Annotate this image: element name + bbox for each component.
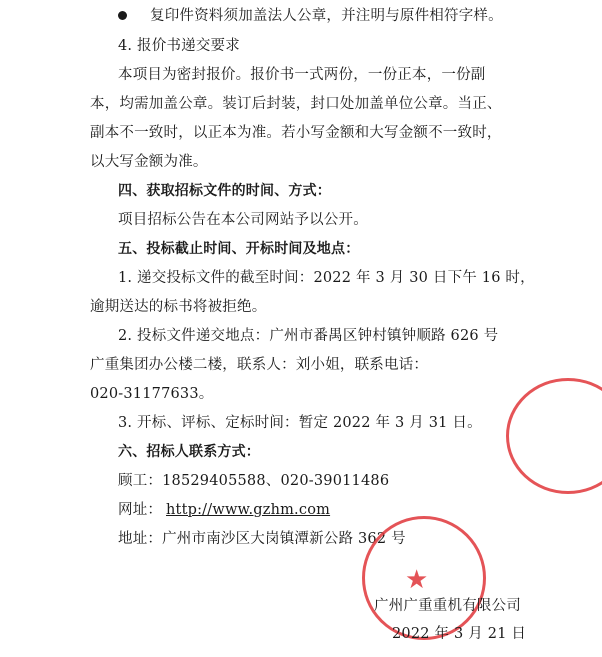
signature-date: 2022 年 3 月 21 日	[392, 626, 527, 642]
doc-line-11: 逾期送达的标书将被拒绝。	[90, 299, 267, 315]
section-heading-4: 四、获取招标文件的时间、方式：	[118, 183, 331, 199]
doc-line-1: 复印件资料须加盖法人公章，并注明与原件相符字样。	[150, 8, 503, 24]
doc-line-15: 3. 开标、评标、定标时间：暂定 2022 年 3 月 31 日。	[118, 415, 482, 431]
doc-line-2: 4. 报价书递交要求	[118, 38, 240, 54]
doc-line-5: 副本不一致时，以正本为准。若小写金额和大写金额不一致时，	[90, 125, 502, 141]
doc-line-14: 020-31177633。	[90, 386, 214, 402]
doc-line-6: 以大写金额为准。	[90, 154, 208, 170]
seal-star-icon: ★	[405, 565, 429, 595]
address-line: 地址：广州市南沙区大岗镇潭新公路 362 号	[118, 531, 406, 547]
doc-line-4: 本，均需加盖公章。装订后封装，封口处加盖单位公章。当正、	[90, 96, 502, 112]
doc-line-10: 1. 递交投标文件的截至时间：2022 年 3 月 30 日下午 16 时，	[118, 270, 535, 286]
section-heading-6: 六、招标人联系方式：	[118, 444, 260, 460]
signature-company: 广州广重重机有限公司	[374, 598, 521, 614]
website-link[interactable]: http://www.gzhm.com	[166, 502, 331, 518]
contact-phone: 顾工：18529405588、020-39011486	[118, 473, 390, 489]
website-label: 网址：	[118, 502, 163, 518]
partial-seal	[506, 378, 602, 494]
section-heading-5: 五、投标截止时间、开标时间及地点：	[118, 241, 360, 257]
bullet-icon	[118, 11, 127, 20]
doc-line-3: 本项目为密封报价。报价书一式两份，一份正本，一份副	[118, 67, 486, 83]
doc-line-12: 2. 投标文件递交地点：广州市番禺区钟村镇钟顺路 626 号	[118, 328, 499, 344]
doc-line-13: 广重集团办公楼二楼，联系人：刘小姐，联系电话：	[90, 357, 429, 373]
company-seal	[362, 516, 486, 640]
doc-line-8: 项目招标公告在本公司网站予以公开。	[118, 212, 368, 228]
